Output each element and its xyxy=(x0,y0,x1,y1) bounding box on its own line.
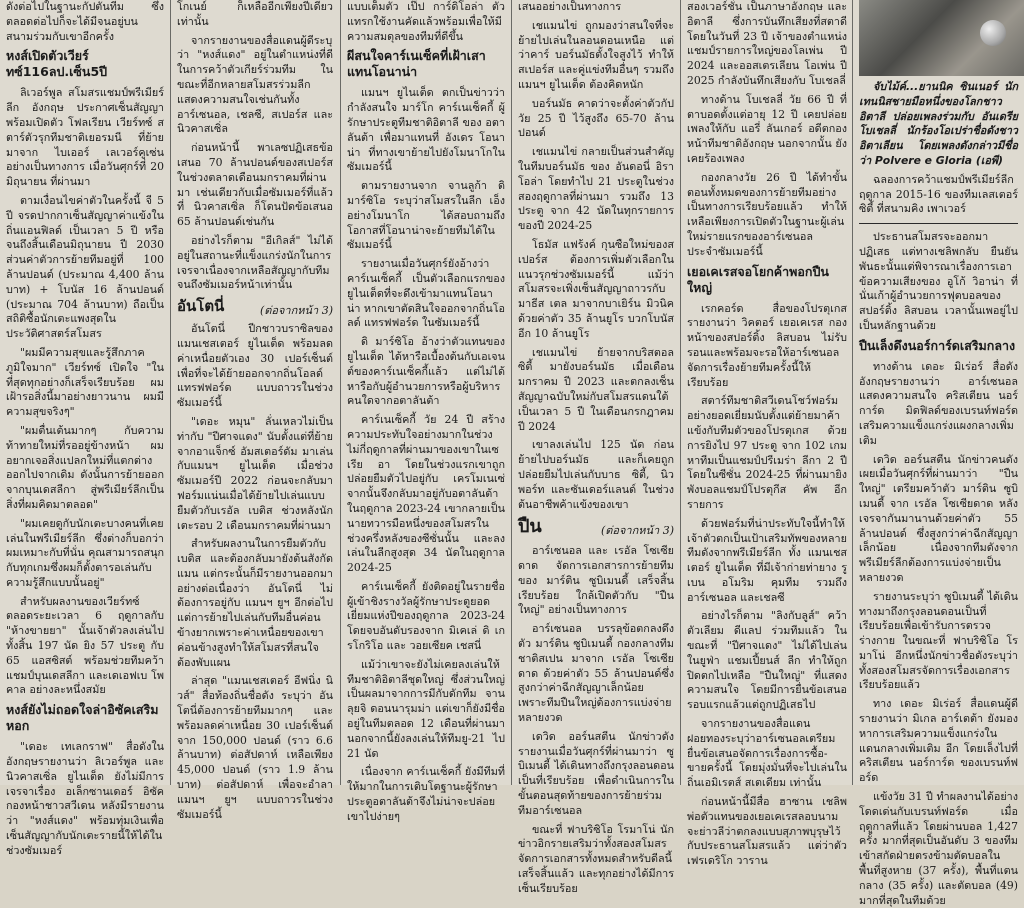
section-rule xyxy=(859,223,1018,224)
article-paragraph: ขณะที่ ฟาบริซิโอ โรมาโน่ นักข่าวอิกรายเสริมว่าทั้งสองสโมสรจัดการเอกสารทั้งหมดสำหรับดีลนี้เสร็จสิ้นแล้ว และทุกอย่างได้มีการเซ็นเรียบร้อย xyxy=(518,822,674,895)
column-2 xyxy=(171,0,339,821)
column-6 xyxy=(853,0,1024,907)
article-paragraph: สองเวอร์ชั่น เป็นภาษาอังกฤษ และอิตาลี ซึ่งการบันทึกเสียงที่สตาดี โดยในวันที่ 23 ปี เจ้าของตำแหน่งแชมป์รายการใหญ่ของโลเพ่น ปี 2024 และออสเตรเลียน โอเพ่น ปี 2025 กำลังบันทึกเสียงกับ โบเชลลี่ xyxy=(687,0,847,87)
article-paragraph: อาร์เซนอล บรรลุข้อตกลงดึงตัว มาร์ติน ซูบิเมนดี้ กองกลางทีมชาติสเปน มาจาก เรอัล โซเซียดาด ด้วยค่าตัว 55 ล้านปอนด์ซึ่งสูงกว่าค่าฉีกสัญญาเล็กน้อย เพราะทีมปืนใหญ่ต้องการแบ่งจ่ายหลายงวด xyxy=(518,622,674,725)
article-paragraph: ดิ มาร์ซิโอ อ้างว่าตัวแทนของยูไนเต็ด ได้หารือเบื้องต้นกับเอเจนต์ของคาร์เนเซ็คกี้แล้ว แต่ไม่ได้หารือกับผู้อำนวยการหรือผู้บริหารคนใดจากอตาลันต้า xyxy=(347,335,505,408)
article-paragraph: คาร์เนเซ็คกี้ วัย 24 ปี สร้างความประทับใจอย่างมากในช่วงไม่กี่ฤดูกาลที่ผ่านมาของเขาในเซเรีย อา โดยในช่วงแรกเขาถูกปล่อยยืมตัวไปอยู่กับ เครโมเนเซ่ จากนั้นจึงกลับมาอยู่กับอตาลันต้า ในฤดูกาล 2023-24 เขากลายเป็นนายทวารมือหนึ่งของสโมสรในช่วงครึ่งหลังของซีซั่นนั้น และลงเล่นในลีกสูงสุด 34 นัดในฤดูกาล 2024-25 xyxy=(347,413,505,575)
headline-text: ปืน xyxy=(518,516,542,538)
article-headline xyxy=(6,48,164,80)
article-headline xyxy=(177,297,333,316)
article-paragraph: อันโตนี่ ปีกชาวบราซิลของแมนเชสเตอร์ ยูไนเต็ด พร้อมลดค่าเหนื่อยตัวเอง 30 เปอร์เซ็นต์ เพื่อที่จะได้ย้ายออกจากถิ่นโอลด์ แทรฟฟอร์ด แบบถาวรในช่วงซัมเมอร์นี้ xyxy=(177,322,333,410)
column-1 xyxy=(0,0,170,857)
article-paragraph: ทาง เดอะ มิเร่อร์ สื่อแดนผู้ดีรายงานว่า มิเกล อาร์เตต้า ยังมองหาการเสริมความแข็งแกร่งในแดนกลางเพิ่มเติม อีก โดยเล็งไปที่ คริสเตียน นอร์การ์ด ของเบรนท์ฟอร์ด xyxy=(859,697,1018,785)
column-5 xyxy=(681,0,853,868)
article-paragraph: สตาร์ทีมชาติสวีเดนโชว์ฟอร์มอย่างยอดเยี่ยมนับตั้งแต่ย้ายมาค้าแข้งกับทีมตัวของโปรตุเกส ด้วยการยิงไป 97 ประตู จาก 102 เกม หาทีมเป็นแชมป์ปรีเมร่า ลีกา 2 ปี โดยในซีซั่น 2024-25 ที่ผ่านมายิงพังบอลแชมป์โปรตุกีส คัพ อีกรายการ xyxy=(687,394,847,511)
continued-from-label: (ต่อจากหน้า 3) xyxy=(600,524,674,538)
article-paragraph: อย่างไรก็ตาม "อีเกิลส์" ไม่ได้อยู่ในสถานะที่แข็งแกร่งนักในการเจรจาเนื่องจากเหลือสัญญากับทีมจนถึงซัมเมอร์หน้าเท่านั้น xyxy=(177,233,333,292)
headline-text: ปืนเล็งดึงนอร์การ์ดเสริมกลาง xyxy=(859,337,1016,353)
article-paragraph: บอร์นมัธ คาดว่าจะตั้งค่าตัวกัปวัย 25 ปี ไว้สูงถึง 65-70 ล้านปอนด์ xyxy=(518,96,674,140)
article-paragraph: เชแมนไข่ กลายเป็นส่วนสำคัญในทีมบอร์นมัธ ของ อันดอนี่ อิราโอล่า โดยทำไป 21 ประตูในช่วงสองฤดูกาลที่ผ่านมา รวมถึง 13 ประตู จาก 42 นัดในทุกรายการของปี 2024-25 xyxy=(518,145,674,233)
article-paragraph: รายงานระบุว่า ซูบิเมนดี้ ได้เดินทางมาถึงกรุงลอนดอนเป็นที่เรียบร้อยเพื่อเข้ารับการตรวจร่างกาย ในขณะที่ ฟาบริซิโอ โรมาโน่ อีกหนึ่งนักข่าวชื่อดังระบุว่าทั้งสองสโมสรจัดการเรื่องเอกสารเรียบร้อยแล้ว xyxy=(859,589,1018,692)
article-paragraph: ก่อนหน้านี้มีสื่อ ฮาซาน เชลิพ พ่อตัวแทนของเยอเคเรสลอบนามจะย่าวลีว่าตกลงแบบสุภาพบุรุษไว้กับประธานสโมสรแล้ว แต่ว่าตัว เฟรเดริโก วาราน xyxy=(687,795,847,868)
headline-text: หงส์เปิดตัวเวียร์ทซ์116ลป.เซ็น5ปี xyxy=(6,48,108,80)
headline-text: เยอเคเรสจอโยกค้าพอกปืนใหญ่ xyxy=(687,263,829,295)
article-paragraph: เดวิด ออร์นสตีน นักข่าวดังรายงานเมื่อวันศุกร์ที่ผ่านมาว่า ซูบิเมนดี้ ได้เดินทางถึงกรุงลอนดอนเป็นที่เรียบร้อย เพื่อดำเนินการในขั้นตอนสุดท้ายของการย้ายร่วมทีมอาร์เซนอล xyxy=(518,729,674,817)
article-paragraph: ฉลองการคว้าแชมป์พรีเมียร์ลีกฤดูกาล 2015-16 ของทีมเลสเตอร์ ซิตี้ ที่สนามคิง เพาเวอร์ xyxy=(859,172,1018,216)
article-paragraph: อาร์เซนอล และ เรอัล โซเซียดาด จัดการเอกสารการย้ายทีมของ มาร์ติน ซูบิเมนดี้ เสร็จสิ้นเรียบร้อย ใกล้เปิดตัวกับ "ปืนใหญ่" อย่างเป็นทางการ xyxy=(518,544,674,617)
article-headline xyxy=(6,702,164,734)
article-paragraph: แข้งวัย 31 ปี ทำผลงานได้อย่างโดดเด่นกับเบรนท์ฟอร์ด เมื่อฤดูกาลที่แล้ว โดยผ่านบอล 1,427 ครั้ง มากที่สุดเป็นอันดับ 3 ของทีม เข้าสกัดฝ่ายตรงข้ามตัดบอลในพื้นที่สูงหาย (37 ครั้ง), พื้นที่แตนกลาง (35 ครั้ง) และตัดบอล (49) มากที่สุดในทีมด้วย xyxy=(859,790,1018,907)
article-paragraph: สำหรับผลงานในการยืมตัวกับเบติส และต้องกลับมายังต้นสังกัดแมน แต่กระนั้นก็มีรายงานออกมาอย่างต่อเนื่องว่า อันโตนี่ ไม่ต้องการอยู่กับ แมนฯ ยูฯ อีกต่อไป แต่การย้ายไปเล่นกับทีมอื่นค่อนข้างยากเพราะค่าเหนื่อยของเขาค่อนข้างสูงทำให้สโมสรที่สนใจต้องพับแผน xyxy=(177,537,333,669)
continued-from-label: (ต่อจากหน้า 3) xyxy=(259,304,333,318)
article-paragraph: ล่าสุด "แมนเชสเตอร์ อีฟนิ่ง นิวส์" สื่อท้องถิ่นชื่อดัง ระบุว่า อันโตนี่ต้องการย้ายทีมมากๆ และพร้อมลดค่าเหนื่อย 30 เปอร์เซ็นต์ จาก 150,000 ปอนด์ (ราว 6.6 ล้านบาท) ต่อสัปดาห์ เหลือเพียง 45,000 ปอนด์ (ราว 1.9 ล้านบาท) ต่อสัปดาห์ เพื่อจะอำลา แมนฯ ยูฯ แบบถาวรในช่วงซัมเมอร์นี้ xyxy=(177,674,333,821)
article-paragraph: ตามเงื่อนไขค่าตัวในครั้งนี้ จี 5 ปี จรดปากกาเซ็นสัญญาค่าแข้งในถิ่นแอนฟิลด์ เป็นเวลา 5 ปี หรือจนถึงสิ้นเดือนมิถุนายน ปี 2030 ส่วนค่าตัวการย้ายทีมอยู่ที่ 100 ล้านปอนด์ (ประมาณ 4,400 ล้านบาท) + โบนัส 16 ล้านปอนด์ (ประมาณ 704 ล้านบาท) ถือเป็นสถิติซื้อนักเตะแพงสุดในประวัติศาสตร์สโมสร xyxy=(6,193,164,341)
article-paragraph: ทางด้าน เดอะ มิเร่อร์ สื่อดังอังกฤษรายงานว่า อาร์เซนอล แสดงความสนใจ คริสเตียน นอร์การ์ด มิดฟิลด์ของเบรนท์ฟอร์ด เสริมความแข็งแกร่งแผงกลางเพิ่มเติม xyxy=(859,359,1018,447)
headline-text: หงส์ยังไม่ถอดใจล่าอิซัคเสริมหอก xyxy=(6,702,159,734)
tennis-ball-icon xyxy=(980,20,1006,46)
headline-text: อันโตนี่ xyxy=(177,297,225,316)
article-paragraph: อย่างไรก็ตาม "ลิงกับลูส์" คว้าตัวเลียม ดีแลป ร่วมทีมแล้ว ในขณะที่ "ปีศาจแดง" ไม่ได้ไปเล่นในยูฟ่า แชมเปี้ยนส์ ลีก ทำให้ถูกปิดตกไปเหลือ "ปืนใหญ่" ที่แสดงความสนใจ โดยมีการยื่นข้อเสนอรอบแรกแล้วแต่ถูกปฏิเสธไป xyxy=(687,609,847,712)
article-paragraph: ดังต่อไปในฐานะกัปตันทีม ซึ่งตลอดต่อไปก็จะได้มีจนอยู่บนสนามร่วมกับเขาอีกครั้ง xyxy=(6,0,164,43)
article-paragraph: เสนออย่างเป็นทางการ xyxy=(518,0,622,13)
article-paragraph: กองกลางวัย 26 ปี ได้ทำขั้นตอนทั้งหมดของการย้ายทีมอย่างเป็นทางการเรียบร้อยแล้ว ทำให้เหลือเพียงการเปิดตัวในฐานะผู้เล่นใหม่รายแรกของอาร์เซนอล ประจำซัมเมอร์นี้ xyxy=(687,170,847,258)
article-paragraph: จากรายงานของสื่อแดนผู้ดีระบุว่า "หงส์แดง" อยู่ในตำแหน่งที่ดีในการคว้าตัวเกียร์ร่วมทีม ในขณะที่อีกหลายสโมสรร่วมลีกแสดงความสนใจเช่นกันทั้ง อาร์เซนอล, เชลซี, สเปอร์ส และ นิวคาสเซิ่ล xyxy=(177,33,333,136)
article-paragraph: แม้ว่าเขาจะยังไม่เคยลงเล่นให้ทีมชาติอิตาลีชุดใหญ่ ซึ่งส่วนใหญ่เป็นผลมาจากการมีกับดักทีม จานลุยจิ ดอนนารุมม่า แต่เขาก็ยังมีชื่ออยู่ในทีมตลอด 12 เดือนที่ผ่านมา นอกจากนี้ยังลงเล่นให้ทีมยู-21 ไป 21 นัด xyxy=(347,657,505,760)
article-paragraph: เนื่องจาก คาร์เนเซ็คกี้ ยังมีทีมที่ให้มากในการเติบโตฐานะผู้รักษาประตูอตาลันต้าจึงไม่น่าจะปล่อยเขาไปง่ายๆ xyxy=(347,765,505,823)
article-paragraph: จากรายงานของสื่อแดนฝอยทองระบุว่าอาร์เซนอลเตรียมยื่นข้อเสนอจัดการเรื่องการซื้อ-ขายครั้งนี้ โดยมุ่งมั่นที่จะไปเล่นในถิ่นเอมิเรตส์ สเตเดียม เท่านั้น xyxy=(687,717,847,790)
article-paragraph: เชแมนไข่ ถูกมองว่าสนใจที่จะย้ายไปเล่นในลอนดอนเหนือ แต่ว่าคาร์ บอร์นมัธตั้งใจสูงไว้ ทำให้ สเปอร์ส และคู่แข่งทีมอื่นๆ รวมถึงแมนฯ ยูไนเต็ด ต้องคิดหนัก xyxy=(518,18,674,91)
article-headline xyxy=(518,516,674,538)
article-paragraph: "ผมตื่นเต้นมากๆ กับความท้าทายใหม่ที่รออยู่ข้างหน้า ผมอยากเจอสิ่งแปลกใหม่ที่แตกต่างออกไปจากเดิม ดังนั้นการย้ายออกจากบุนเดสลีกา สู่พรีเมียร์ลีกเป็นสิ่งที่ผมคิดมาตลอด" xyxy=(6,423,164,511)
article-paragraph: "ผมมีความสุขและรู้สึกภาคภูมิใจมาก" เวียร์ทซ์ เปิดใจ "ในที่สุดทุกอย่างก็เสร็จเรียบร้อย ผมเฝ้ารอสิ่งนี้มาอย่างยาวนาน ผมมีความสุขจริงๆ" xyxy=(6,345,164,419)
article-paragraph: ก่อนหน้านี้ พาเลซปฏิเสธข้อเสนอ 70 ล้านปอนด์ของสเปอร์ส ในช่วงตลาดเดือนมกราคมที่ผ่านมา เช่นเดียวกับเมื่อซัมเมอร์ที่แล้วที่ นิวคาสเซิ่ล ก็โดนปัดข้อเสนอ 65 ล้านปอนด์เช่นกัน xyxy=(177,141,333,229)
article-paragraph: เรกคอร์ด สื่อของโปรตุเกสรายงานว่า วิคตอร์ เยอเคเรส กองหน้าของสปอร์ติ้ง ลิสบอน ไม่รับรอนและพร้อมจะรอให้อาร์เซนอลจัดการเรื่องย้ายทีมครั้งนี้ให้เรียบร้อย xyxy=(687,301,847,389)
article-paragraph: "เดอะ เทเลกราฟ" สื่อดังในอังกฤษรายงานว่า ลิเวอร์พูล และนิวคาสเซิ่ล ยูไนเต็ด ยังไม่มีการเจรจาเรื่อง อเล็กซานเดอร์ อิซัค กองหน้าชาวสวีเดน หลังมีรายงานว่า "หงส์แดง" พร้อมทุ่มเงินเพื่อเซ็นสัญญากับนักเตะรายนี้ให้ได้ในช่วงซัมเมอร์ xyxy=(6,740,164,857)
article-paragraph: รายงานเมื่อวันศุกร์ยังอ้างว่า คาร์เนเซ็คกี้ เป็นตัวเลือกแรกของยูไนเต็ดที่จะดึงเข้ามาแทนโอนาน่า หากเขาตัดสินใจออกจากถิ่นโอลด์ แทรฟฟอร์ด ในซัมเมอร์นี้ xyxy=(347,257,505,330)
article-headline xyxy=(687,264,847,296)
article-paragraph: คาร์เนเซ็คกี้ ยังติดอยู่ในรายชื่อผู้เข้าชิงรางวัลผู้รักษาประตูยอดเยี่ยมแห่งปีของฤดูกาล 2023-24 โดยจบอันดับรองจาก มิเคเล่ ดิ เกรโกริโอ และ วอยเซียค เชสนี่ xyxy=(347,579,505,653)
article-paragraph: ประธานสโมสรจะออกมาปฏิเสธ แต่ทางเชลิพกลับ ยืนยันพันธะนั้นแต่พิจารณาเรื่องการเอาข้อความเสียงของ อูโก้ วิอาน่า ที่นั่นเก้าผู้อำนวยการฟุตบอลของสปอร์ติ้ง ลิสบอน เวลานั้นเพอยู่ไปเป็นหลักฐานด้วย xyxy=(859,230,1018,332)
article-paragraph: ตามรายงานจาก จานลูก้า ดิ มาร์ซิโอ ระบุว่าสโมสรในลีก เอ็ง อย่างโมนาโก ได้สอบถามถึงโอกาสที่โอนาน่าจะย้ายทีมได้ในซัมเมอร์นี้ xyxy=(347,179,505,252)
column-3 xyxy=(341,0,511,823)
article-paragraph: ทางด้าน โบเชลลี่ วัย 66 ปี ที่ตาบอดตั้งแต่อายุ 12 ปี เคยปล่อยเพลงให้กับ แอรี่ ลันเกอร์ อดีตกองหน้าทีมชาติอังกฤษ นอกจากนั้น ยังเคยร้องเพลง xyxy=(687,92,847,165)
headline-text: ผีสนใจคาร์เนเซ็คที่เฝ้าเสาแทนโอนาน่า xyxy=(347,48,486,80)
article-headline xyxy=(859,338,1018,354)
column-4 xyxy=(512,0,680,895)
article-paragraph: โกเนย์ ก็เหลืออีกเพียงปีเดียวเท่านั้น xyxy=(177,0,333,28)
article-paragraph: "เดอะ หมุน" ลั่นเหลวไม่เป็นท่ากับ "ปีศาจแดง" นับตั้งแต่ที่ย้ายจากอาแจ็กซ์ อัมสเตอร์ดัม มาเล่นกับแมนฯ ยูไนเต็ด เมื่อช่วงซัมเมอร์ปี 2022 ก่อนจะกลับมาฟอร์มแน่นเมื่อได้ย้ายไปเล่นแบบยืมตัวกับเรอัล เบติส ช่วงหลังนักเตะรอบ 2 เดือนมกราคมที่ผ่านมา xyxy=(177,414,333,532)
article-paragraph: "ผมเคยดูกับนักเตะบางคนที่เคยเล่นในพรีเมียร์ลีก ซึ่งต่างก็บอกว่าผมเหมาะกับที่นั่น คุณสามารถสนุกกับทุกเกมซึ่งผมก็ตั้งตารอเล่นกับความรู้สึกแบบนั้นอยู่" xyxy=(6,516,164,589)
article-headline xyxy=(347,48,505,80)
article-paragraph: แบบเต็มตัว เป๊ป การ์ดิโอล่า ตัวแทรกใช้งานคัดแล้วพร้อมเพื่อให้มีความสมดุลของทีมที่ดีขึ้น xyxy=(347,0,505,43)
article-paragraph: โธมัส แฟร้งค์ กุนซือใหม่ของสเปอร์ส ต้องการเพิ่มตัวเลือกในแนวรุกช่วงซัมเมอร์นี้ แม้ว่าสโมสรจะเพิ่งเซ็นสัญญาถาวรกับ มาธีส เตล มาจากบาเยิร์น มิวนิค ด้วยค่าตัว 35 ล้านยูโร บวกโบนัสอีก 10 ล้านยูโร xyxy=(518,237,674,340)
article-paragraph: แมนฯ ยูไนเต็ด ตกเป็นข่าวว่ากำลังสนใจ มาร์โก คาร์เนเซ็คกี้ ผู้รักษาประตูทีมชาติอิตาลี ของ อตาลันต้า เพื่อมาแทนที่ อังเดร โอนาน่า ที่ทางเขาย้ายไปยังโมนาโกในซัมเมอร์นี้ xyxy=(347,86,505,174)
article-paragraph: ด้วยฟอร์มที่น่าประทับใจนี้ทำให้เจ้าตัวตกเป็นเป้าเสริมทัพของหลายทีมดังจากพรีเมียร์ลีก ทั้ง แมนเชสเตอร์ ยูไนเต็ด ที่มีเจ้าก่ายท่ายาง รูเบน อโมริม คุมทีม รวมถึงอาร์เซนอล และเชลซี xyxy=(687,516,847,604)
article-paragraph: ลิเวอร์พูล สโมสรแชมป์พรีเมียร์ลีก อังกฤษ ประกาศเซ็นสัญญา พร้อมเปิดตัว โฟลเรียน เวียร์ทซ์ สตาร์ตัวรุกทีมชาติเยอรมนี ที่ย้ายมาจาก ไบเออร์ เลเวอร์คูเซ่น อย่างเป็นทางการ เมื่อวันศุกร์ที่ 20 มิถุนายน ที่ผ่านมา xyxy=(6,86,164,189)
article-paragraph: เดวิด ออร์นสตีน นักข่าวคนดังเผยเมื่อวันศุกร์ที่ผ่านมาว่า "ปืนใหญ่" เตรียมคว้าตัว มาร์ติน ซูบิเมนดี้ จาก เรอัล โซเซียดาด หลังเจรจากันมานานด้วยค่าตัว 55 ล้านปอนด์ ซึ่งสูงกว่าค่าฉีกสัญญาเล็กน้อย เนื่องจากทีมดังจากพรีเมียร์ลีกต้องการแบ่งจ่ายเป็นหลายงวด xyxy=(859,452,1018,584)
news-photo xyxy=(859,0,1024,76)
article-paragraph: เขาลงเล่นไป 125 นัด ก่อนย้ายไปบอร์นมัธ และก็เคยถูกปล่อยยืมไปเล่นกับบาธ ซิตี้, นิวพอร์ท และซันเดอร์แลนด์ ในช่วงต้นอาชีพค้าแข้งของเขา xyxy=(518,438,674,511)
article-paragraph: เชแมนไข่ ย้ายจากบริสตอล ซิตี้ มายังบอร์นมัธ เมื่อเดือนมกราคม ปี 2023 และตกลงเซ็นสัญญาฉบับใหม่กับสโมสรแดนใต้เป็นเวลา 5 ปี ในเดือนกรกฎาคม ปี 2024 xyxy=(518,345,674,433)
article-paragraph: สำหรับผลงานของเวียร์ทซ์ ตลอดระยะเวลา 6 ฤดูกาลกับ "ห้างขายยา" นั้นเจ้าตัวลงเล่นไปทั้งสิ้น 197 นัด ยิง 57 ประตู กับ 65 แอสซิสต์ พร้อมช่วยทีมคว้าแชมป์บุนเดสลีกา และเดเอฟเบ โพคาล อย่างละหนึ่งสมัย xyxy=(6,594,164,697)
photo-caption: จับไม้ค์...ยานนิค ซินเนอร์ นักเทนนิสชายมือหนึ่งของโลกชาวอิตาลี ปล่อยเพลงร่วมกับ อันเดรีย โบเชลลี่ นักร้องโอเปร่าชื่อดังชาวอิตาเลียน โดยเพลงดังกล่าวมีชื่อว่า Polvere e Gloria (เอพี) xyxy=(859,80,1018,167)
